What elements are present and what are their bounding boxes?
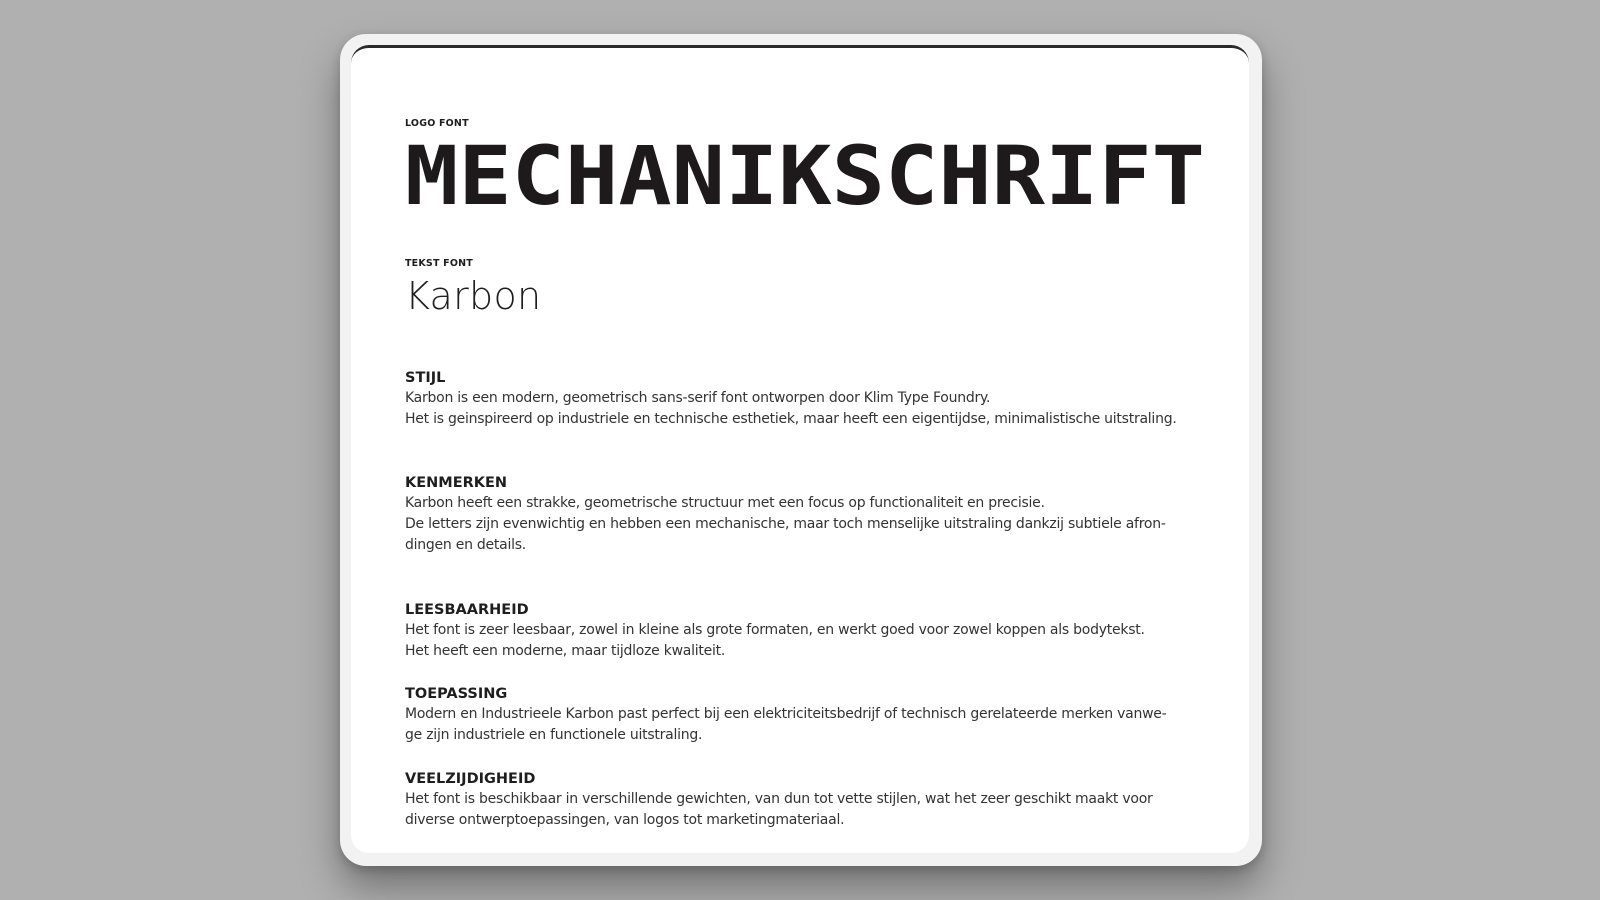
section-line: diverse ontwerptoepassingen, van logos tot marketingmateriaal.: [405, 812, 845, 828]
logo-font-label: LOGO FONT: [405, 118, 469, 129]
logo-wordmark: [405, 134, 1205, 214]
section-line: Het font is zeer leesbaar, zowel in kleine als grote formaten, en werkt goed voor zowel koppen als bodytekst.: [405, 622, 1145, 638]
document-page: [351, 45, 1249, 853]
section-line: De letters zijn evenwichtig en hebben een mechanische, maar toch menselijke uitstraling dankzij subtiele afron-: [405, 516, 1166, 532]
section-toepassing: [405, 684, 1205, 746]
section-line: dingen en details.: [405, 537, 527, 553]
section-stijl: [405, 368, 1205, 430]
text-font-label: TEKST FONT: [405, 258, 473, 269]
logo-wordmark-text: MECHANIKSCHRIFT: [405, 134, 1205, 214]
section-heading: KENMERKEN: [405, 475, 508, 491]
section-leesbaarheid: [405, 600, 1205, 662]
section-kenmerken: [405, 473, 1205, 556]
section-heading: STIJL: [405, 370, 446, 386]
section-line: ge zijn industriele en functionele uitstraling.: [405, 727, 703, 743]
text-font-name: Karbon: [405, 274, 542, 318]
section-heading: VEELZIJDIGHEID: [405, 771, 536, 787]
section-line: Het heeft een moderne, maar tijdloze kwaliteit.: [405, 643, 726, 659]
section-line: Karbon is een modern, geometrisch sans-serif font ontworpen door Klim Type Foundry.: [405, 390, 991, 406]
section-veelzijdigheid: [405, 769, 1205, 831]
section-line: Het is geinspireerd op industriele en technische esthetiek, maar heeft een eigentijdse, minimalistische uitstraling.: [405, 411, 1177, 427]
section-heading: TOEPASSING: [405, 686, 508, 702]
section-heading: LEESBAARHEID: [405, 602, 529, 618]
section-line: Modern en Industrieele Karbon past perfect bij een elektriciteitsbedrijf of technisch gerelateerde merken vanwe-: [405, 706, 1167, 722]
section-line: Het font is beschikbaar in verschillende gewichten, van dun tot vette stijlen, wat het zeer geschikt maakt voor: [405, 791, 1153, 807]
document-frame: [340, 34, 1262, 866]
section-line: Karbon heeft een strakke, geometrische structuur met een focus op functionaliteit en precisie.: [405, 495, 1045, 511]
